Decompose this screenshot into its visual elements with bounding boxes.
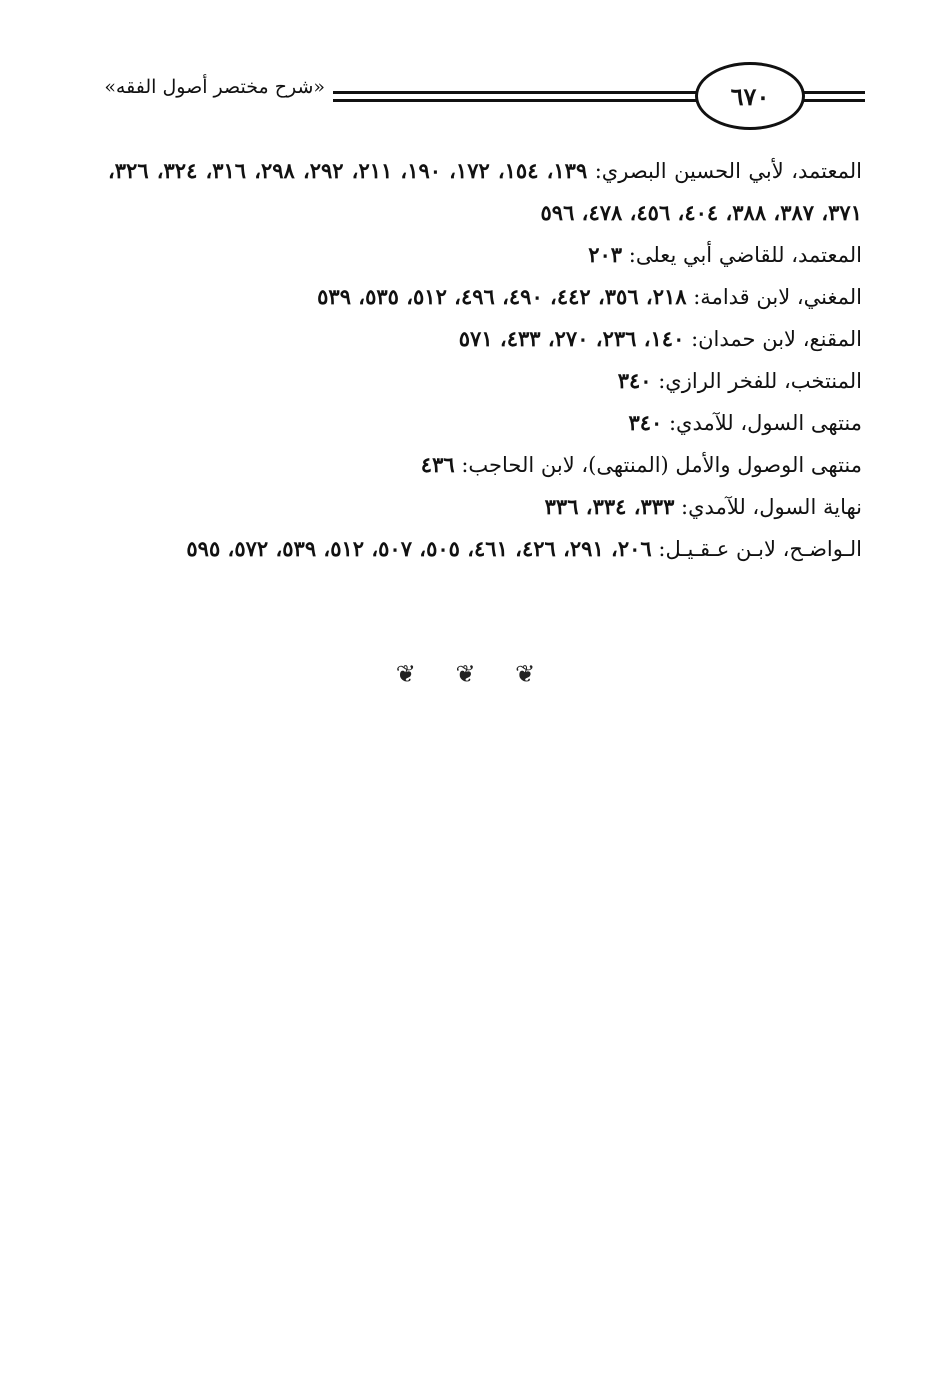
index-entry: [108, 318, 862, 360]
entry-pages: ١٣٩، ١٥٤، ١٧٢، ١٩٠، ٢١١، ٢٩٢، ٢٩٨، ٣١٦، ٣٢٤، ٣٢٦، ٣٧١، ٣٨٧، ٣٨٨، ٤٠٤، ٤٥٦، ٤٧٨، ٥٩٦: [108, 158, 862, 225]
page-number: ٦٧٠: [695, 62, 805, 130]
index-entry: [108, 360, 862, 402]
book-title: «شرح مختصر أصول الفقه»: [104, 76, 325, 98]
index-entry: [108, 402, 862, 444]
entry-pages: ٢٠٣: [588, 242, 623, 267]
index-entry: [108, 444, 862, 486]
entry-pages: ٣٤٠: [617, 368, 652, 393]
entry-title: المقنع، لابن حمدان:: [691, 327, 862, 351]
entry-title: نهاية السول، للآمدي:: [681, 495, 862, 519]
index-entry: [108, 234, 862, 276]
entry-title: منتهى الوصول والأمل (المنتهى)، لابن الحاجب:: [461, 453, 862, 477]
entry-title: الـواضـح، لابـن عـقـيـل:: [658, 537, 862, 561]
entry-pages: ٣٤٠: [628, 410, 663, 435]
entry-pages: ٢١٨، ٣٥٦، ٤٤٢، ٤٩٠، ٤٩٦، ٥١٢، ٥٣٥، ٥٣٩: [317, 284, 687, 309]
index-entry: [108, 486, 862, 528]
entry-pages: ٣٣٣، ٣٣٤، ٣٣٦: [544, 494, 675, 519]
entry-pages: ٢٠٦، ٢٩١، ٤٢٦، ٤٦١، ٥٠٥، ٥٠٧، ٥١٢، ٥٣٩، ٥٧٢، ٥٩٥: [186, 536, 652, 561]
index-entry: [108, 150, 862, 234]
entry-pages: ٤٣٦: [420, 452, 455, 477]
index-entry: [108, 528, 862, 570]
entry-title: المغني، لابن قدامة:: [693, 285, 862, 309]
entry-title: منتهى السول، للآمدي:: [668, 411, 862, 435]
section-end-ornament: ❦ ❦ ❦: [395, 660, 552, 688]
index-entry: [108, 276, 862, 318]
entry-title: المنتخب، للفخر الرازي:: [658, 369, 862, 393]
entry-title: المعتمد، للقاضي أبي يعلى:: [628, 243, 862, 267]
entry-title: المعتمد، لأبي الحسين البصري:: [594, 159, 862, 183]
index-entries: [108, 150, 862, 570]
entry-pages: ١٤٠، ٢٣٦، ٢٧٠، ٤٣٣، ٥٧١: [458, 326, 685, 351]
running-header: [105, 62, 865, 128]
